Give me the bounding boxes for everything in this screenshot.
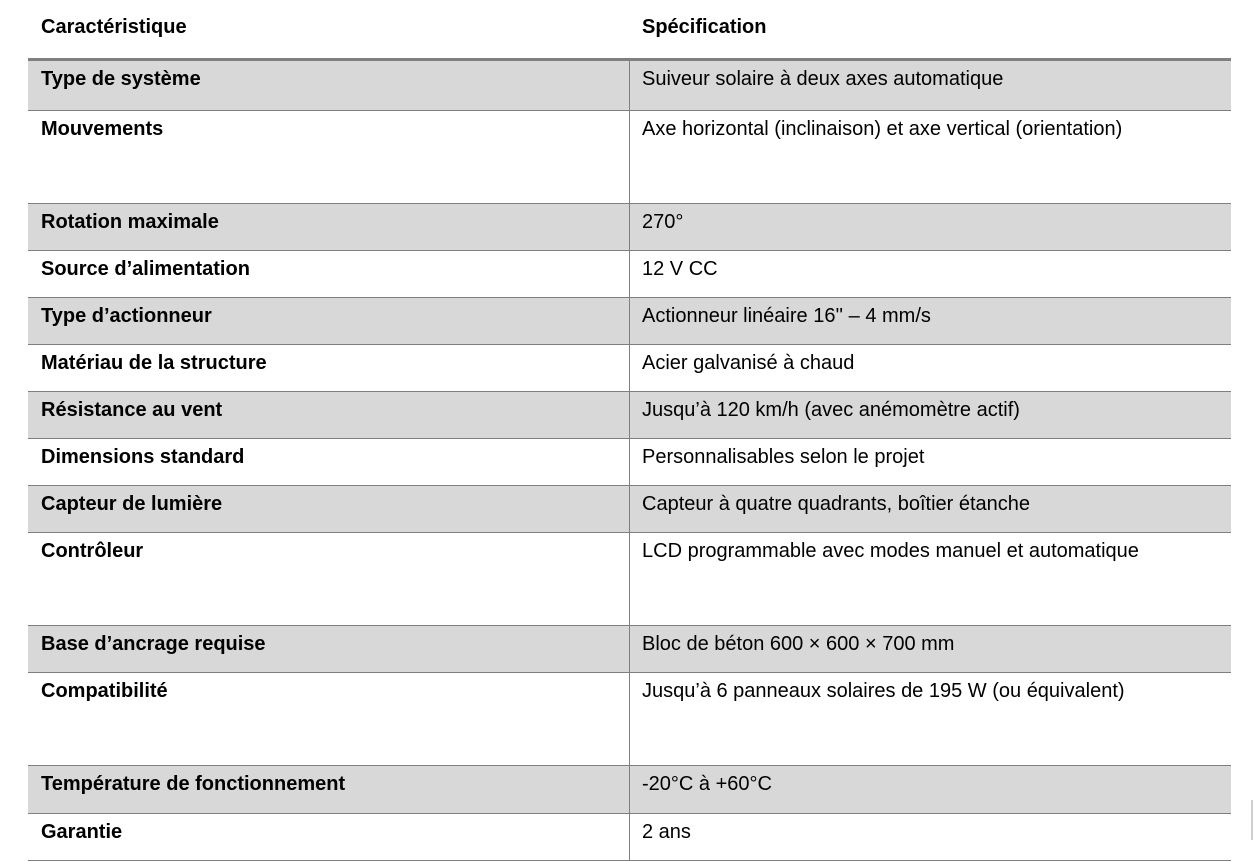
column-divider [629, 486, 630, 532]
column-divider [629, 251, 630, 297]
column-divider [629, 533, 630, 625]
row-specification: Acier galvanisé à chaud [642, 352, 855, 374]
row-characteristic: Source d’alimentation [41, 258, 250, 280]
row-characteristic: Garantie [41, 821, 123, 843]
row-specification: 270° [642, 211, 684, 233]
row-characteristic: Type d’actionneur [41, 305, 212, 327]
row-characteristic: Mouvements [41, 118, 164, 140]
header-characteristic: Caractéristique [41, 16, 187, 38]
column-divider [629, 673, 630, 765]
table-row [28, 111, 1231, 204]
table-header [28, 0, 1231, 61]
row-specification: Axe horizontal (inclinaison) et axe vertical (orientation) [642, 118, 1123, 140]
table-row [28, 204, 1231, 251]
row-characteristic: Compatibilité [41, 680, 168, 702]
table-row [28, 486, 1231, 533]
column-divider [629, 439, 630, 485]
table-row [28, 533, 1231, 626]
row-characteristic: Matériau de la structure [41, 352, 267, 374]
column-divider [629, 61, 630, 110]
table-row [28, 251, 1231, 298]
column-divider [629, 111, 630, 203]
column-divider [629, 345, 630, 391]
specification-table [28, 0, 1231, 861]
column-divider [629, 298, 630, 344]
row-specification: 2 ans [642, 821, 691, 843]
row-characteristic: Résistance au vent [41, 399, 223, 421]
table-row [28, 439, 1231, 486]
row-characteristic: Base d’ancrage requise [41, 633, 266, 655]
column-divider [629, 392, 630, 438]
header-specification: Spécification [642, 16, 767, 38]
table-row [28, 766, 1231, 814]
row-specification: LCD programmable avec modes manuel et automatique [642, 540, 1139, 562]
table-row [28, 673, 1231, 766]
row-specification: Personnalisables selon le projet [642, 446, 925, 468]
column-divider [629, 204, 630, 250]
table-row [28, 626, 1231, 673]
column-divider [629, 626, 630, 672]
row-characteristic: Type de système [41, 68, 201, 90]
row-specification: Bloc de béton 600 × 600 × 700 mm [642, 633, 955, 655]
row-specification: Actionneur linéaire 16'' – 4 mm/s [642, 305, 931, 327]
row-characteristic: Rotation maximale [41, 211, 219, 233]
table-row [28, 814, 1231, 861]
row-specification: 12 V CC [642, 258, 718, 280]
row-characteristic: Température de fonctionnement [41, 773, 346, 795]
column-divider [629, 766, 630, 813]
table-row [28, 392, 1231, 439]
row-specification: Jusqu’à 6 panneaux solaires de 195 W (ou équivalent) [642, 680, 1125, 702]
row-characteristic: Dimensions standard [41, 446, 245, 468]
row-specification: Jusqu’à 120 km/h (avec anémomètre actif) [642, 399, 1020, 421]
row-specification: Capteur à quatre quadrants, boîtier étanche [642, 493, 1031, 515]
row-characteristic: Capteur de lumière [41, 493, 223, 515]
table-row [28, 298, 1231, 345]
row-characteristic: Contrôleur [41, 540, 144, 562]
table-row [28, 345, 1231, 392]
row-specification: -20°C à +60°C [642, 773, 772, 795]
scroll-edge-mark [1251, 800, 1253, 840]
table-row [28, 61, 1231, 111]
column-divider [629, 814, 630, 860]
row-specification: Suiveur solaire à deux axes automatique [642, 68, 1004, 90]
